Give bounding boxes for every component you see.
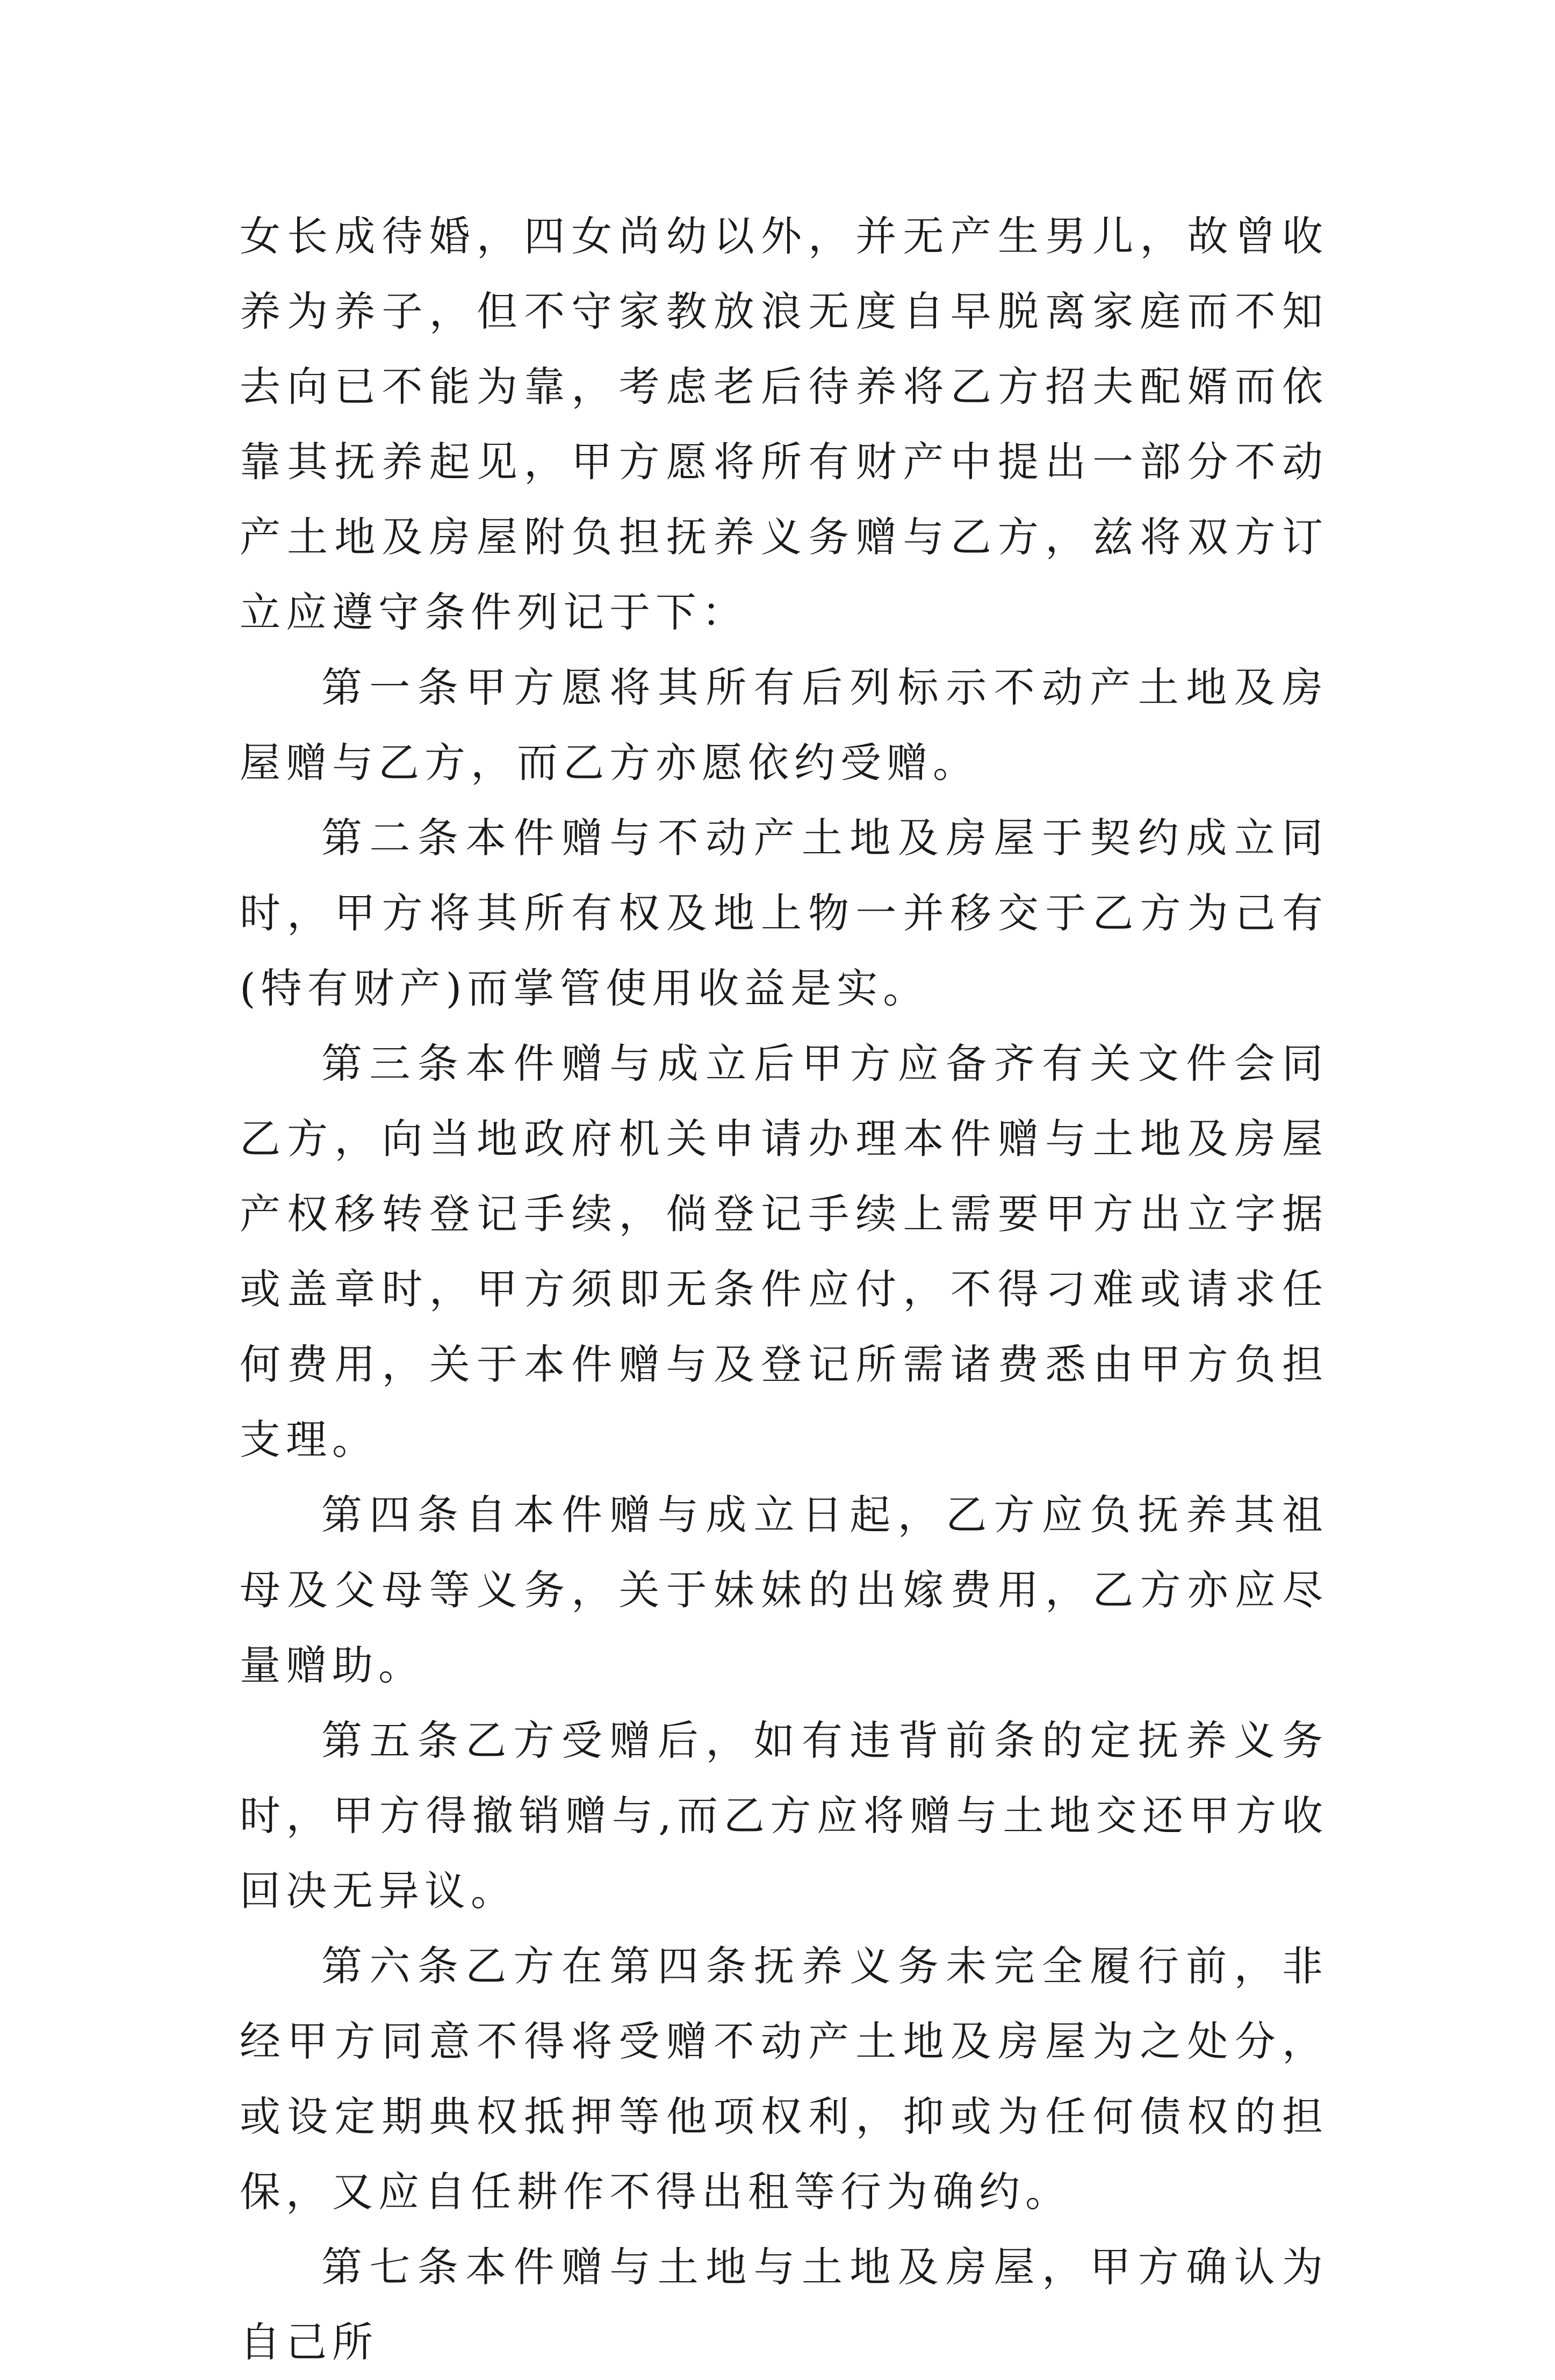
article-3-paragraph: 第三条本件赠与成立后甲方应备齐有关文件会同乙方，向当地政府机关申请办理本件赠与土地及房屋产权移转登记手续，倘登记手续上需要甲方出立字据或盖章时，甲方须即无条件应付，不得刁难或请求任何费用，关于本件赠与及登记所需诸费悉由甲方负担支理。 bbox=[240, 1040, 1328, 1463]
paragraph-continuation: 女长成待婚，四女尚幼以外，并无产生男儿，故曾收养为养子，但不守家教放浪无度自早脱离家庭而不知去向已不能为靠，考虑老后待养将乙方招夫配婿而依靠其抚养起见，甲方愿将所有财产中提出一部分不动产土地及房屋附负担抚养义务赠与乙方，兹将双方订立应遵守条件列记于下： bbox=[240, 212, 1328, 636]
article-2-paragraph: 第二条本件赠与不动产土地及房屋于契约成立同时，甲方将其所有权及地上物一并移交于乙方为己有(特有财产)而掌管使用收益是实。 bbox=[240, 814, 1328, 1012]
contract-body-text bbox=[240, 199, 1328, 2380]
article-5-paragraph: 第五条乙方受赠后，如有违背前条的定抚养义务时，甲方得撤销赠与,而乙方应将赠与土地交还甲方收回决无异议。 bbox=[240, 1717, 1328, 1915]
article-6-paragraph: 第六条乙方在第四条抚养义务未完全履行前，非经甲方同意不得将受赠不动产土地及房屋为之处分，或设定期典权抵押等他项权利，抑或为任何债权的担保，又应自任耕作不得出租等行为确约。 bbox=[240, 1942, 1328, 2216]
article-1-paragraph: 第一条甲方愿将其所有后列标示不动产土地及房屋赠与乙方，而乙方亦愿依约受赠。 bbox=[240, 663, 1328, 787]
article-7-paragraph: 第七条本件赠与土地与土地及房屋，甲方确认为自己所 bbox=[240, 2243, 1328, 2366]
article-4-paragraph: 第四条自本件赠与成立日起，乙方应负抚养其祖母及父母等义务，关于妹妹的出嫁费用，乙方亦应尽量赠助。 bbox=[240, 1491, 1328, 1689]
